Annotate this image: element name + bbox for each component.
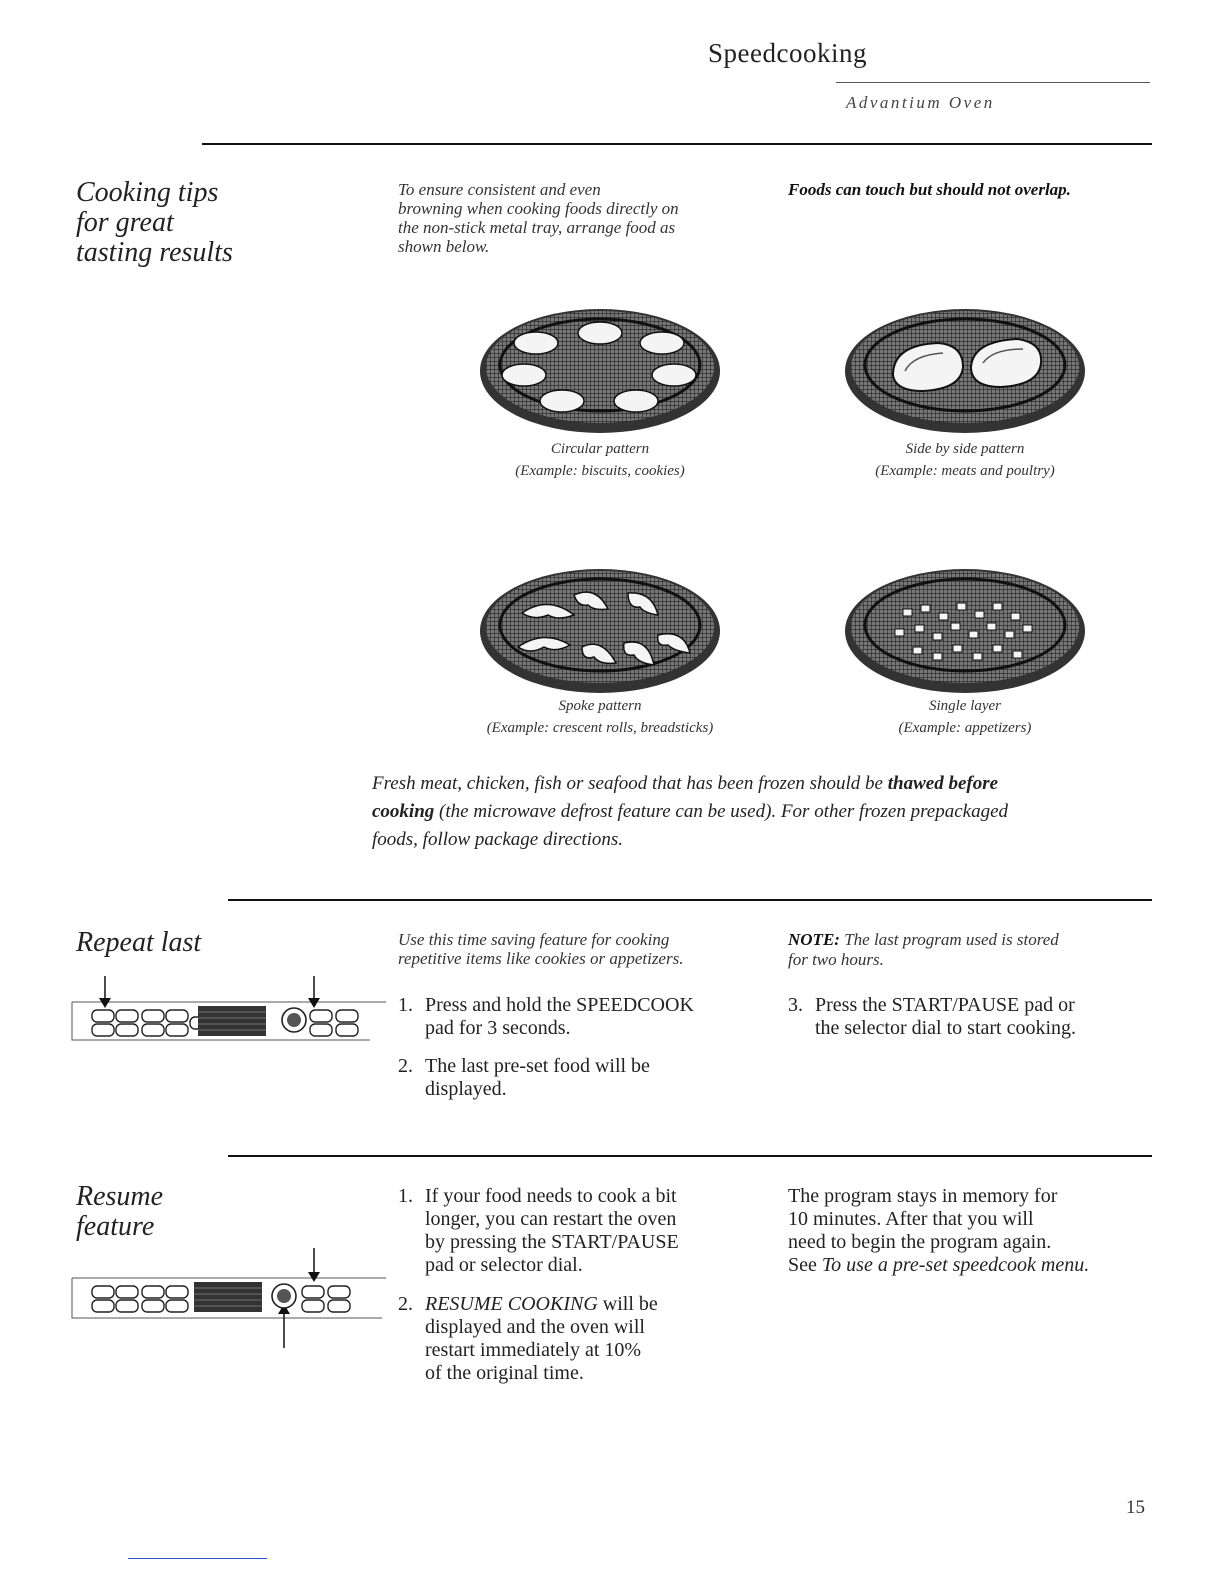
section-divider-repeat-last bbox=[228, 899, 1152, 901]
control-panel-resume-icon bbox=[70, 1244, 388, 1350]
repeat-step-3: 3. Press the START/PAUSE pad or the selector dial to start cooking. bbox=[788, 994, 1077, 1039]
section-title-resume: Resume feature bbox=[76, 1181, 164, 1242]
frozen-food-note: Fresh meat, chicken, fish or seafood that has been frozen should be thawed before cooking (the microwave defrost feature can be used). For other frozen prepackaged foods, follow package directions. bbox=[372, 773, 1009, 850]
repeat-last-intro: Use this time saving feature for cooking repetitive items like cookies or appetizers. bbox=[398, 930, 684, 968]
resume-memory-note: The program stays in memory for 10 minutes. After that you will need to begin the program again. See To use a pre-set speedcook menu. bbox=[788, 1185, 1090, 1276]
see-reference-link: To use a pre-set speedcook menu. bbox=[821, 1254, 1090, 1276]
header-divider bbox=[836, 82, 1150, 83]
tray-circular-icon bbox=[478, 305, 722, 435]
caption-single-layer: Single layer (Example: appetizers) bbox=[898, 698, 1032, 736]
cooking-tips-intro: To ensure consistent and even browning when cooking foods directly on the non-stick metal tray, arrange food as shown below. bbox=[398, 180, 679, 256]
repeat-step-1: 1. Press and hold the SPEEDCOOK pad for 3 seconds. bbox=[398, 994, 694, 1039]
tray-side-by-side-icon bbox=[843, 305, 1087, 435]
footer-line bbox=[128, 1558, 267, 1559]
caption-circular: Circular pattern (Example: biscuits, cookies) bbox=[515, 441, 685, 479]
caption-spoke: Spoke pattern (Example: crescent rolls, breadsticks) bbox=[486, 698, 714, 736]
section-title-cooking-tips: Cooking tips for great tasting results bbox=[76, 177, 233, 268]
page-number: 15 bbox=[1126, 1497, 1145, 1518]
tray-spoke-icon bbox=[478, 565, 722, 695]
overlap-warning: Foods can touch but should not overlap. bbox=[788, 180, 1071, 199]
repeat-last-note: NOTE: The last program used is stored for two hours. bbox=[788, 930, 1059, 969]
tray-single-layer-icon bbox=[843, 565, 1087, 695]
control-panel-repeat-icon bbox=[70, 972, 388, 1044]
section-divider-resume bbox=[228, 1155, 1152, 1157]
resume-step-1: 1. If your food needs to cook a bit longer, you can restart the oven by pressing the START/PAUSE pad or selector dial. bbox=[398, 1185, 679, 1276]
resume-step-2: 2. RESUME COOKING will be displayed and the oven will restart immediately at 10% of the original time. bbox=[398, 1293, 658, 1384]
caption-side-by-side: Side by side pattern (Example: meats and poultry) bbox=[875, 441, 1055, 479]
page-header-subtitle: Advantium Oven bbox=[846, 93, 995, 112]
page-header-title: Speedcooking bbox=[708, 38, 867, 68]
section-title-repeat-last: Repeat last bbox=[76, 927, 202, 958]
section-divider-cooking-tips bbox=[202, 143, 1152, 145]
repeat-step-2: 2. The last pre-set food will be displayed. bbox=[398, 1055, 650, 1100]
